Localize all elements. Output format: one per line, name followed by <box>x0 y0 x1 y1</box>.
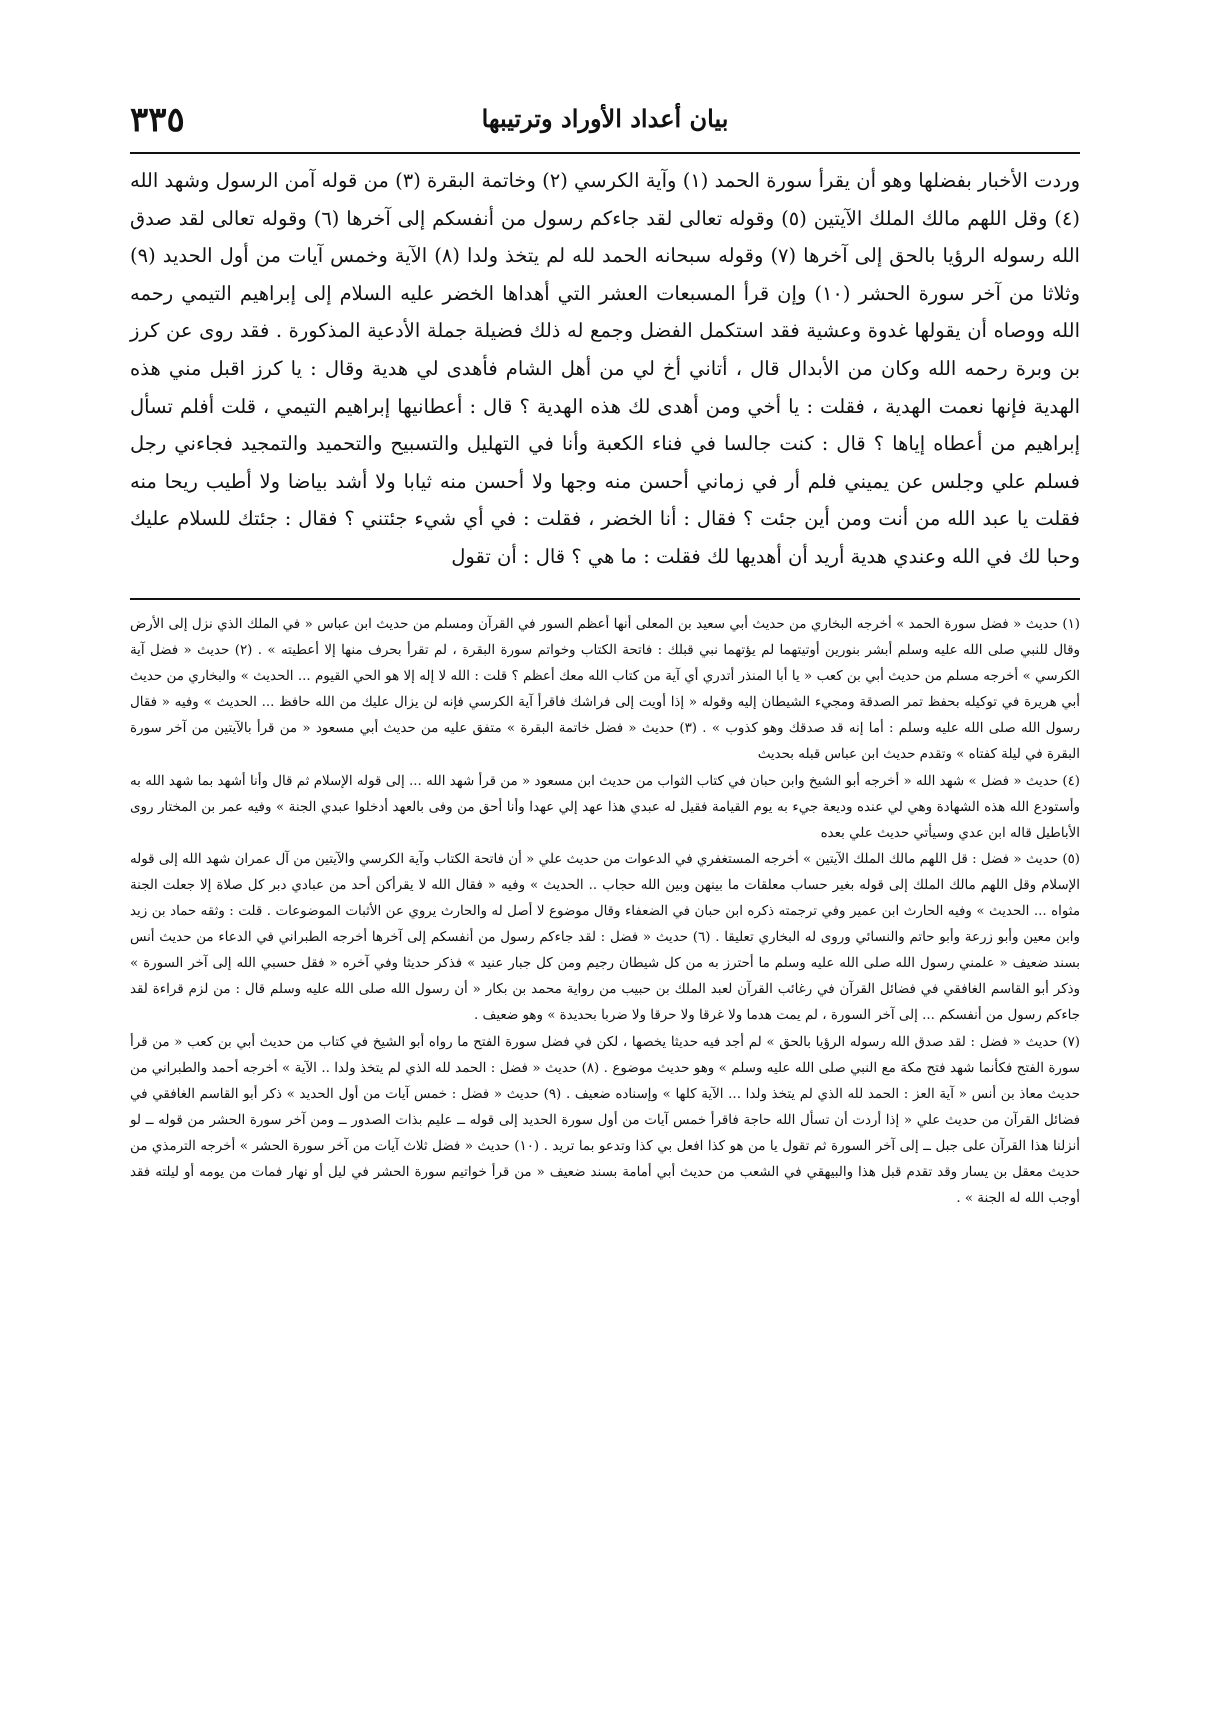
page-number: ٣٣٥ <box>130 100 185 140</box>
footnotes-block <box>130 612 1080 1212</box>
running-title: بيان أعداد الأوراد وترتيبها <box>481 104 729 133</box>
footnote-separator <box>130 598 1080 600</box>
main-paragraph: وردت الأخبار بفضلها وهو أن يقرأ سورة الحمد (١) وآية الكرسي (٢) وخاتمة البقرة (٣) من قوله آمن الرسول وشهد الله (٤) وقل اللهم مالك الملك الآيتين (٥) وقوله تعالى لقد جاءكم رسول من أنفسكم إلى آخرها (٦) وقوله تعالى لقد صدق الله رسوله الرؤيا بالحق إلى آخرها (٧) وقوله سبحانه الحمد لله لم يتخذ ولدا (٨) الآية وخمس آيات من أول الحديد (٩) وثلاثا من آخر سورة الحشر (١٠) وإن قرأ المسبعات العشر التي أهداها الخضر عليه السلام إلى إبراهيم التيمي رحمه الله ووصاه أن يقولها غدوة وعشية فقد استكمل الفضل وجمع له ذلك فضيلة جملة الأدعية المذكورة . فقد روى عن كرز بن وبرة رحمه الله وكان من الأبدال قال ، أتاني أخ لي من أهل الشام فأهدى لي هدية وقال : يا كرز اقبل مني هذه الهدية فإنها نعمت الهدية ، فقلت : يا أخي ومن أهدى لك هذه الهدية ؟ قال : أعطانيها إبراهيم التيمي ، قلت أفلم تسأل إبراهيم من أعطاه إياها ؟ قال : كنت جالسا في فناء الكعبة وأنا في التهليل والتسبيح والتحميد والتمجيد فجاءني رجل فسلم علي وجلس عن يميني فلم أر في زماني أحسن منه وجها ولا أحسن منه ثيابا ولا أشد بياضا ولا أطيب ريحا منه فقلت يا عبد الله من أنت ومن أين جئت ؟ فقال : أنا الخضر ، فقلت : في أي شيء جئتني ؟ فقال : جئتك للسلام عليك وحبا لك في الله وعندي هدية أريد أن أهديها لك فقلت : ما هي ؟ قال : أن تقول <box>130 169 1080 568</box>
footnote-paragraph: (١) حديث « فضل سورة الحمد » أخرجه البخاري من حديث أبي سعيد بن المعلى أنها أعظم السور في القرآن ومسلم من حديث ابن عباس « في الملك الذي نزل إلى الأرض وقال للنبي صلى الله عليه وسلم أبشر بنورين أوتيتهما لم يؤتهما نبي قبلك : فاتحة الكتاب وخواتم سورة البقرة ، لم تقرأ بحرف منها إلا أعطيته » . (٢) حديث « فضل آية الكرسي » أخرجه مسلم من حديث أبي بن كعب « يا أبا المنذر أتدري أي آية من كتاب الله معك أعظم ؟ قلت : الله لا إله إلا هو الحي القيوم ... الحديث » والبخاري من حديث أبي هريرة في توكيله بحفظ تمر الصدقة ومجيء الشيطان إليه وقوله « إذا أويت إلى فراشك فاقرأ آية الكرسي فإنه لن يزال عليك من الله حافظ ... الحديث » وفيه « فقال رسول الله صلى الله عليه وسلم : أما إنه قد صدقك وهو كذوب » . (٣) حديث « فضل خاتمة البقرة » متفق عليه من حديث أبي مسعود « من قرأ بالآيتين من آخر سورة البقرة في ليلة كفتاه » وتقدم حديث ابن عباس قبله بحديث <box>130 617 1081 763</box>
footnote-paragraph: (٤) حديث « فضل » شهد الله « أخرجه أبو الشيخ وابن حبان في كتاب الثواب من حديث ابن مسعود « من قرأ شهد الله ... إلى قوله الإسلام ثم قال وأنا أشهد بما شهد الله به وأستودع الله هذه الشهادة وهي لي عنده وديعة جيء به يوم القيامة فقيل له عبدي هذا عهد إلي عهدا وأنا أحق من وفى بالعهد أدخلوا عبدي الجنة » وفيه عمر بن المختار روى الأباطيل قاله ابن عدي وسيأتي حديث علي بعده <box>130 773 1080 841</box>
page-header <box>130 100 1080 154</box>
main-text-block <box>130 162 1080 576</box>
footnote-paragraph: (٥) حديث « فضل : قل اللهم مالك الملك الآيتين » أخرجه المستغفري في الدعوات من حديث علي « أن فاتحة الكتاب وآية الكرسي والآيتين من آل عمران شهد الله إلى قوله الإسلام وقل اللهم مالك الملك إلى قوله بغير حساب معلقات ما بينهن وبين الله حجاب .. الحديث » وفيه « فقال الله لا يقرأكن أحد من عبادي دبر كل صلاة إلا جعلت الجنة مثواه ... الحديث » وفيه الحارث ابن عمير وفي ترجمته ذكره ابن حبان في الضعفاء وقال موضوع لا أصل له والحارث يروي عن الأثبات الموضوعات . قلت : وثقه حماد بن زيد وابن معين وأبو زرعة وأبو حاتم والنسائي وروى له البخاري تعليقا . (٦) حديث « فضل : لقد جاءكم رسول من أنفسكم إلى آخرها أخرجه الطبراني في الدعاء من حديث أنس بسند ضعيف « علمني رسول الله صلى الله عليه وسلم ما أحترز به من كل شيطان رجيم ومن كل جبار عنيد » فذكر حديثا وفي آخره « فقل حسبي الله إلى آخر السورة » وذكر أبو القاسم الغافقي في فضائل القرآن في رغائب القرآن لعبد الملك بن حبيب من رواية محمد بن بكار « أن رسول الله صلى الله عليه وسلم قال : من لزم قراءة لقد جاءكم رسول من أنفسكم ... إلى آخر السورة ، لم يمت هدما ولا غرقا ولا حرقا ولا ضربا بحديدة » وهو ضعيف . <box>130 851 1080 1024</box>
footnote-paragraph: (٧) حديث « فضل : لقد صدق الله رسوله الرؤيا بالحق » لم أجد فيه حديثا يخصها ، لكن في فضل سورة الفتح ما رواه أبو الشيخ في كتاب من حديث أبي بن كعب « من قرأ سورة الفتح فكأنما شهد فتح مكة مع النبي صلى الله عليه وسلم » وهو حديث موضوع . (٨) حديث « فضل : الحمد لله الذي لم يتخذ ولدا .. الآية » أخرجه أحمد والطبراني من حديث معاذ بن أنس « آية العز : الحمد لله الذي لم يتخذ ولدا ... الآية كلها » وإسناده ضعيف . (٩) حديث « فضل : خمس آيات من أول الحديد » ذكر أبو القاسم الغافقي في فضائل القرآن من حديث علي « إذا أردت أن تسأل الله حاجة فاقرأ خمس آيات من أول سورة الحديد إلى قوله ــ عليم بذات الصدور ــ ومن آخر سورة الحشر من قوله ــ لو أنزلنا هذا القرآن على جبل ــ إلى آخر السورة ثم تقول يا من هو كذا افعل بي كذا وتدعو بما تريد . (١٠) حديث « فضل ثلاث آيات من آخر سورة الحشر » أخرجه الترمذي من حديث معقل بن يسار وقد تقدم قبل هذا والبيهقي في الشعب من حديث أبي أمامة بسند ضعيف « من قرأ خواتيم سورة الحشر في ليل أو نهار فمات من يومه أو ليلته فقد أوجب الله له الجنة » . <box>130 1034 1080 1207</box>
